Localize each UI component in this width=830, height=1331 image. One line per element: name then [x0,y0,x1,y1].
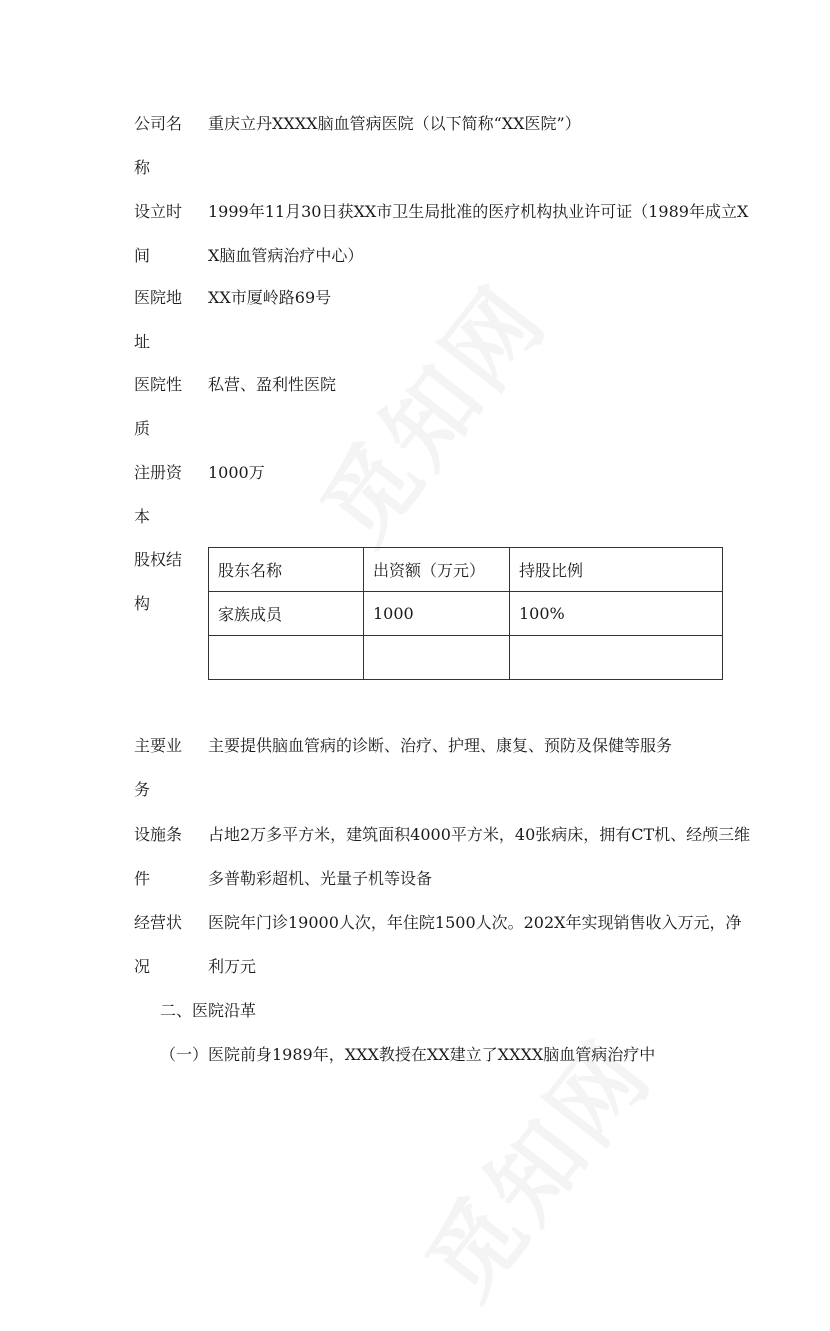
row-value: 主要提供脑血管病的诊断、治疗、护理、康复、预防及保健等服务 [208,736,673,755]
table-cell: 1000 [364,592,510,636]
table-cell [510,636,723,680]
row-label: 医院性质 [134,375,183,438]
row-value: 私营、盈利性医院 [208,375,337,394]
table-header-cell: 出资额（万元） [364,548,510,592]
equity-table [208,547,723,680]
table-header-cell: 股东名称 [209,548,364,592]
row-value: 1000万 [208,463,265,482]
table-cell: 100% [510,592,723,636]
section-heading: 二、医院沿革 [160,1001,257,1020]
row-label: 注册资本 [134,463,183,526]
row-label: 设立时间 [134,202,183,265]
row-value: 1999年11月30日获XX市卫生局批准的医疗机构执业许可证（1989年成立XX脑血管病治疗中心） [208,202,749,265]
row-value: 重庆立丹XXXX脑血管病医院（以下简称“XX医院”） [208,114,581,133]
table-header-cell: 持股比例 [510,548,723,592]
table-row [209,636,723,680]
table-header-row [209,548,723,592]
table-cell: 家族成员 [209,592,364,636]
row-value: 医院年门诊19000人次，年住院1500人次。202X年实现销售收入万元，净利万元 [208,913,742,976]
row-label: 公司名称 [134,114,183,177]
row-value: XX市厦岭路69号 [208,288,332,307]
table-row [209,592,723,636]
row-label: 经营状况 [134,913,183,976]
row-value: 占地2万多平方米，建筑面积4000平方米，40张病床，拥有CT机、经颅三维多普勒彩超机、光量子机等设备 [208,825,751,888]
table-cell [364,636,510,680]
body-paragraph: （一）医院前身1989年，XXX教授在XX建立了XXXX脑血管病治疗中 [160,1045,656,1064]
row-label: 医院地址 [134,288,183,351]
table-cell [209,636,364,680]
row-label: 股权结构 [134,550,183,613]
row-label: 设施条件 [134,825,183,888]
row-label: 主要业务 [134,736,183,799]
